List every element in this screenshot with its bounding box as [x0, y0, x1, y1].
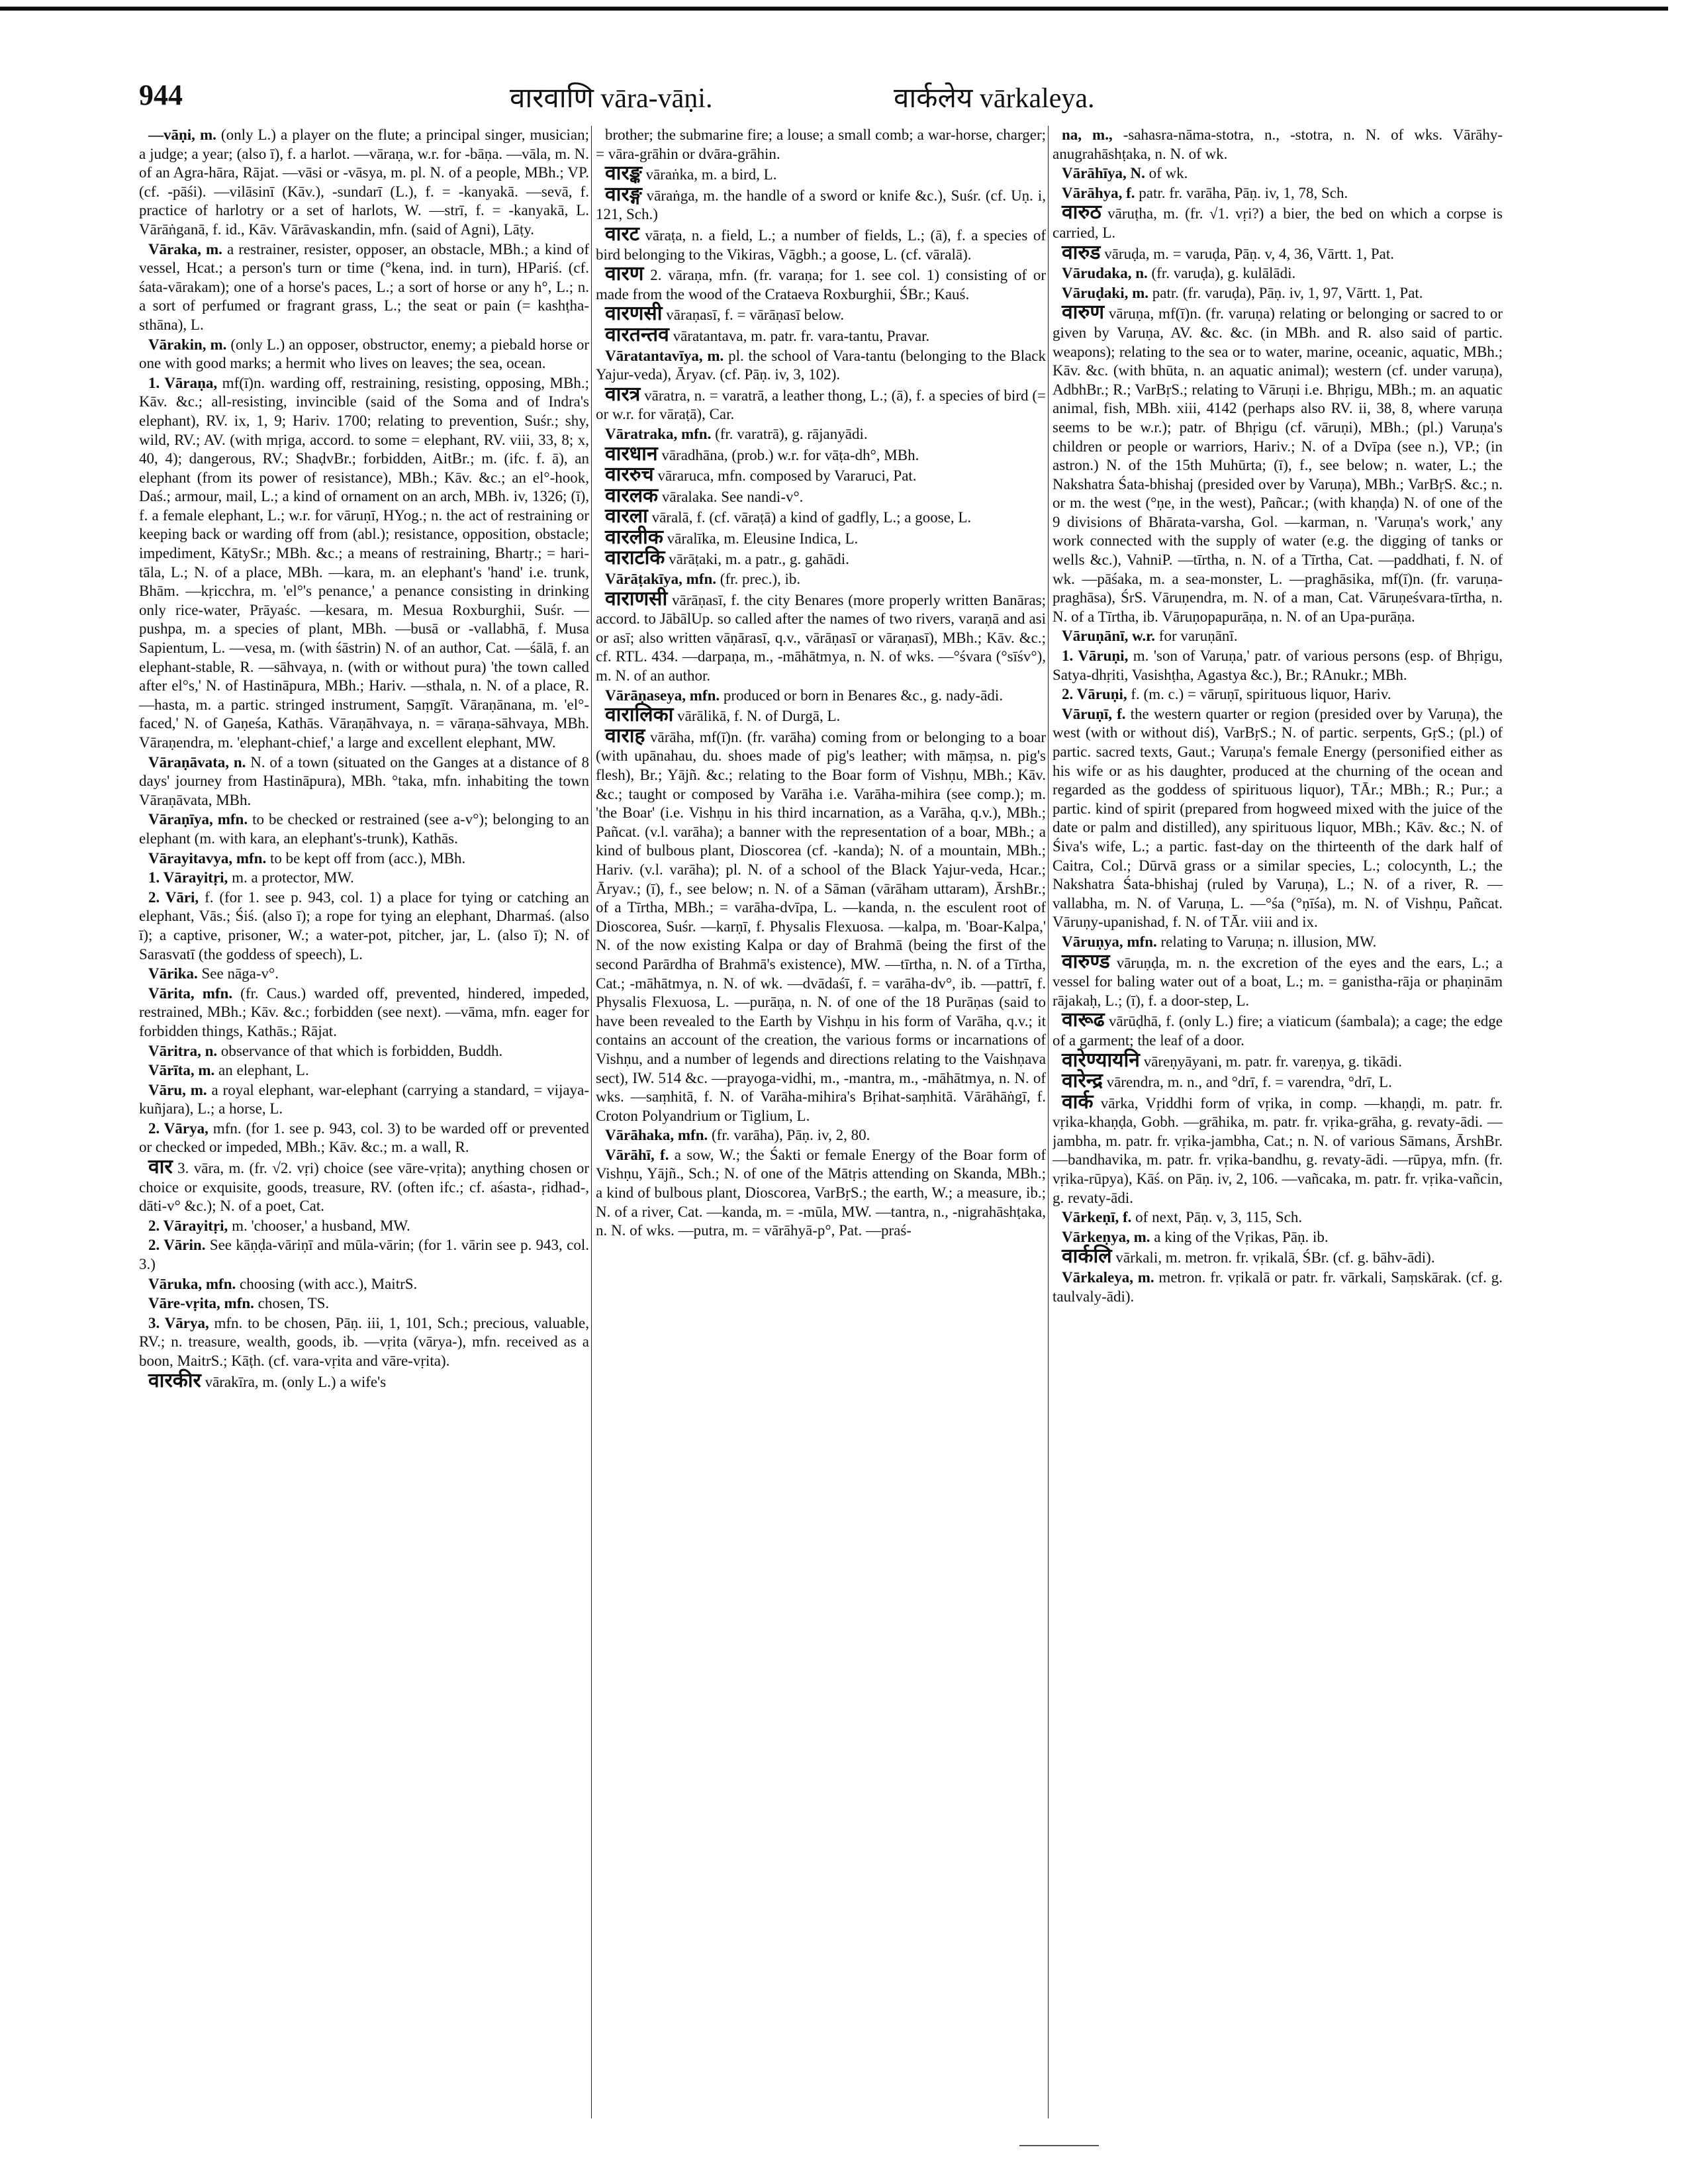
dictionary-entry: वारलक vāralaka. See nandi-v°. — [605, 484, 804, 506]
dictionary-entry: वारधान vāradhāna, (prob.) w.r. for vāṭa-dh°, MBh. — [605, 442, 919, 465]
dictionary-entry: 1. Vārayitṛi, m. a protector, MW. — [148, 869, 354, 886]
dictionary-entry: Vārāṇaseya, mfn. produced or born in Benares &c., g. nady-ādi. — [605, 687, 1004, 704]
dictionary-entry: —vāṇi, m. (only L.) a player on the flute; a principal singer, musician; a judge; a year; (also ī), f. a harlot. —vāraṇa, w.r. for -bāṇa. —vāla, m. N. of an Agra-hāra, Rājat. —vāsi or -vāsya, m. pl. N. of a people, MBh.; VP. (cf. -pāśi). —vilāsinī (Kāv.), -sundarī (L.), f. = -kanyakā. —sevā, f. practice of harlotry or a set of harlots, W. —strī, f. = -kanyakā, L. Vārāṅganā, f. id., Kāv. Vārāvaskandin, mfn. (said of Agni), Lāṭy. — [139, 126, 589, 238]
dictionary-entry: 1. Vāraṇa, mf(ī)n. warding off, restraining, resisting, opposing, MBh.; Kāv. &c.; all-resisting, invincible (said of the Soma and of Indra's elephant), RV. ix, 1, 9; Hariv. 1700; relating to prevention, Suśr.; shy, wild, RV.; AV. (with mṛiga, accord. to some = elephant, RV. viii, 33, 8; x, 40, 4); dangerous, RV.; ShaḍvBr.; forbidden, AitBr.; m. (ifc. f. ā), an elephant (from its power of resistance), MBh.; Kāv. &c.; an el°-hook, Daś.; armour, mail, L.; a kind of ornament on an arch, MBh. iv, 1326; (ī), f. a female elephant, L.; w.r. for vāruṇī, HYog.; n. the act of restraining or keeping back or warding off from (abl.); resistance, opposition, obstacle; impediment, KātySr.; MBh. &c.; a means of restraining, Bhartṛ.; = hari-tāla, L.; N. of a place, MBh. —kara, m. an elephant's 'hand' i.e. trunk, Bhām. —kṛicchra, m. 'el°'s penance,' a penance consisting in drinking only rice-water, Prāyaśc. —kesara, m. Mesua Roxburghii, Suśr. —pushpa, m. a species of plant, MBh. —busā or -vallabhā, f. Musa Sapientum, L. —vesa, m. (with śāstrin) N. of an author, Cat. —śālā, f. an elephant-stable, R. —sāhvaya, n. (with or without pura) 'the town called after el°s,' N. of Hastināpura, MBh.; Hariv. —sthala, n. N. of a place, R. —hasta, m. a partic. stringed instrument, Saṃgīt. Vāraṇānana, m. 'el°-faced,' N. of Gaṇeśa, Kathās. Vāraṇāhvaya, n. = vāraṇa-sāhvaya, MBh. Vāraṇendra, m. 'elephant-chief,' a large and excellent elephant, MW. — [139, 374, 589, 751]
top-border — [0, 7, 1668, 11]
dictionary-entry: Vārika. See nāga-v°. — [148, 965, 279, 982]
dictionary-entry: Vāruṇya, mfn. relating to Varuṇa; n. illusion, MW. — [1062, 933, 1377, 950]
dictionary-entry: Vārāhaka, mfn. (fr. varāha), Pāṇ. iv, 2, 80. — [605, 1127, 870, 1144]
page-number: 944 — [139, 79, 183, 111]
right-guide-word: वार्कलेय vārkaleya. — [894, 83, 1095, 114]
dictionary-entry: Vāritra, n. observance of that which is forbidden, Buddh. — [148, 1042, 503, 1059]
dictionary-entry: वाराणसी vārāṇasī, f. the city Benares (more properly written Banāras; accord. to JābālUp. so called after the names of two rivers, varaṇā and asi or asī; also written vāṇārasī, q.v., vārāṇasī or vāraṇasī), MBh.; Kāv. &c.; cf. RTL. 434. —darpaṇa, m., -māhātmya, n. N. of wks. —°śvara (°sīśv°), m. N. of an author. — [596, 587, 1046, 685]
dictionary-entry: वारला vāralā, f. (cf. vāraṭā) a kind of gadfly, L.; a goose, L. — [605, 505, 972, 528]
dictionary-entry: Vārāṭakīya, mfn. (fr. prec.), ib. — [605, 571, 801, 588]
dictionary-entry: 2. Vāri, f. (for 1. see p. 943, col. 1) a place for tying or catching an elephant, Vās.; Śiś. (also ī); a rope for tying an elephant, Dharmaś. (also ī); a captive, prisoner, W.; a water-pot, pitcher, jar, L. (also ī); N. of Sarasvatī (the goddess of speech), L. — [139, 888, 589, 963]
dictionary-entry: Vārudaka, n. (fr. varuḍa), g. kulālādi. — [1062, 265, 1296, 282]
dictionary-entry: brother; the submarine fire; a louse; a small comb; a war-horse, charger; = vāra-grāhin or dvāra-grāhin. — [596, 126, 1046, 162]
dictionary-entry: वार्कलि vārkali, m. metron. fr. vṛikalā, ŚBr. (cf. g. bāhv-ādi). — [1062, 1245, 1435, 1268]
dictionary-entry: वाराह vārāha, mf(ī)n. (fr. varāha) coming from or belonging to a boar (with upānahau, du. shoes made of pig's leather; with māṃsa, n. pig's flesh), Br.; Yājñ. &c.; relating to the Boar form of Vishṇu, MBh.; Kāv. &c.; taught or composed by Varāha i.e. Varāha-mihira (see comp.); m. 'the Boar' (i.e. Vishṇu in his third incarnation, as a Varāha, q.v.), MBh.; Pañcat. (v.l. varāha); a banner with the representation of a boar, MBh.; a kind of bulbous plant, Dioscorea (cf. -kanda); N. of a mountain, MBh.; Hariv. (v.l. varāha); pl. N. of a school of the Black Yajur-veda, Hcar.; Āryav.; (ī), f., see below; n. N. of a Sāman (vārāham uttaram), ĀrshBr.; of a Tīrtha, MBh.; = varāha-dvīpa, L. —kanda, n. the esculent root of Dioscorea, Suśr. —karṇī, f. Physalis Flexuosa. —kalpa, m. 'Boar-Kalpa,' N. of the now existing Kalpa or day of Brahmā (being the first of the second Parārdha of Brahmā's existence), MW. —tīrtha, n. N. of a Tīrtha, Cat.; -māhātmya, n. N. of wk. —dvādaśī, f. = varāha-dv°, ib. —pattrī, f. Physalis Flexuosa, L. —purāṇa, n. N. of one of the 18 Purāṇas (said to have been revealed to the Earth by Vishṇu in his form of Varāha, q.v.; it contains an account of the creation, the various forms or incarnations of Vishṇu, and a number of legends and directions relating to the Vaishṇava sect), IW. 514 &c. —prayoga-vidhi, m., -mantra, m., -māhātmya, n. N. of wks. —saṃhitā, f. N. of Varāha-mihira's Bṛihat-saṃhitā. Vārāhāṅgī, f. Croton Polyandrium or Tiglium, L. — [596, 724, 1046, 1124]
dictionary-entry: वारकीर vārakīra, m. (only L.) a wife's — [148, 1369, 387, 1392]
column-divider — [591, 126, 592, 2118]
dictionary-entry: Vāre-vṛita, mfn. chosen, TS. — [148, 1295, 330, 1312]
dictionary-entry: वार 3. vāra, m. (fr. √2. vṛi) choice (see vāre-vṛita); anything chosen or choice or exquisite, goods, treasure, RV. (often ifc.; cf. aśasta-, ṛidhad-, dāti-v° &c.); N. of a poet, Cat. — [139, 1156, 589, 1215]
column-2 — [596, 126, 1046, 2118]
dictionary-entry: Vārkeṇī, f. of next, Pāṇ. v, 3, 115, Sch. — [1062, 1209, 1303, 1226]
dictionary-entry: 2. Vārya, mfn. (for 1. see p. 943, col. 3) to be warded off or prevented or checked or impeded, MBh.; Kāv. &c.; m. a wall, R. — [139, 1119, 589, 1156]
column-1 — [139, 126, 589, 2118]
dictionary-entry: Vāraka, m. a restrainer, resister, opposer, an obstacle, MBh.; a kind of vessel, Hcat.; a person's turn or time (°kena, ind. in turn), HPariś. (cf. śata-vārakam); one of a horse's paces, L.; a sort of horse or any h°, L.; n. a sort of perfumed or fragrant grass, L.; the seat or pain (= kashṭha-sthāna), L. — [139, 240, 589, 333]
dictionary-entry: Vāraṇīya, mfn. to be checked or restrained (see a-v°); belonging to an elephant (m. with kara, an elephant's-trunk), Kathās. — [139, 811, 589, 847]
dictionary-entry: वार्क vārka, Vṛiddhi form of vṛika, in comp. —khaṇḍi, m. patr. fr. vṛika-khaṇḍa, Gobh. —grāhika, m. patr. fr. vṛika-grāha, g. revaty-ādi. —jambha, m. patr. fr. vṛika-jambha, Cat.; n. N. of various Sāmans, ĀrshBr. —bandhavika, m. patr. fr. vṛika-bandhu, g. revaty-ādi. —rūpya, mfn. (fr. vṛika-rūpya), Kāś. on Pāṇ. iv, 2, 106. —vañcaka, m. patr. fr. vṛika-vañcin, g. revaty-ādi. — [1053, 1090, 1503, 1206]
page-header — [139, 78, 1542, 118]
dictionary-entry: Vāratantavīya, m. pl. the school of Vara-tantu (belonging to the Black Yajur-veda), Āryav. (cf. Pāṇ. iv, 3, 102). — [596, 347, 1046, 383]
dictionary-entry: Vārāhīya, N. of wk. — [1062, 165, 1188, 182]
dictionary-entry: Vāru, m. a royal elephant, war-elephant (carrying a standard, = vijaya-kuñjara), L.; a horse, L. — [139, 1081, 589, 1117]
dictionary-entry: वारुठ vāruṭha, m. (fr. √1. vṛi?) a bier, the bed on which a corpse is carried, L. — [1053, 201, 1503, 241]
dictionary-entry: Vārāhī, f. a sow, W.; the Śakti or female Energy of the Boar form of Vishṇu, Yājñ., Sch.; N. of one of the Mātṛis attending on Skanda, MBh.; a kind of bulbous plant, Dioscorea, VarBṛS.; the earth, W.; a measure, ib.; N. of a river, Cat. —kanda, m. = -mūla, MW. —tantra, n., -nigrahāshṭaka, n. N. of wks. —putra, m. = vārāhyā-p°, Pat. —praś- — [596, 1146, 1046, 1239]
dictionary-entry: वारूढ vārūḍhā, f. (only L.) fire; a viaticum (śambala); a cage; the edge of a garment; the leaf of a door. — [1053, 1009, 1503, 1049]
dictionary-entry: 3. Vārya, mfn. to be chosen, Pāṇ. iii, 1, 101, Sch.; precious, valuable, RV.; n. treasure, wealth, goods, ib. —vṛita (vārya-), mfn. received as a boon, MaitrS.; Kāṭh. (cf. vara-vṛita and vāre-vṛita). — [139, 1314, 589, 1369]
dictionary-entry: Vārīta, m. an elephant, L. — [148, 1062, 309, 1079]
dictionary-entry: वारणसी vāraṇasī, f. = vārāṇasī below. — [605, 303, 845, 325]
dictionary-entry: वारेण्यायनि vāreṇyāyani, m. patr. fr. vareṇya, g. tikādi. — [1062, 1049, 1402, 1071]
dictionary-entry: वारङ्ग vāraṅga, m. the handle of a sword or knife &c.), Suśr. (cf. Uṇ. i, 121, Sch.) — [596, 183, 1046, 223]
column-divider — [1048, 126, 1049, 2118]
dictionary-entry: 2. Vārin. See kāṇḍa-vāriṇī and mūla-vārin; (for 1. vārin see p. 943, col. 3.) — [139, 1237, 589, 1273]
dictionary-entry: 2. Vāruṇi, f. (m. c.) = vāruṇī, spirituous liquor, Hariv. — [1062, 686, 1391, 703]
footer-rule — [1019, 2145, 1099, 2149]
dictionary-entry: वारेन्द्र vārendra, m. n., and °drī, f. = varendra, °drī, L. — [1062, 1070, 1392, 1092]
dictionary-entry: Vāraṇāvata, n. N. of a town (situated on the Ganges at a distance of 8 days' journey from Hastināpura), MBh. °taka, mfn. inhabiting the town Vāraṇāvata, MBh. — [139, 753, 589, 808]
dictionary-entry: वारङ्क vāraṅka, m. a bird, L. — [605, 162, 777, 185]
dictionary-entry: वारुण vāruṇa, mf(ī)n. (fr. varuṇa) relating or belonging or sacred to or given by Varuṇa, AV. &c. &c. (in MBh. and R. also said of partic. weapons); relating to the sea or to water, marine, oceanic, aquatic, MBh.; Kāv. &c. (with bhūta, n. an aquatic animal); western (cf. under varuṇa), AdbhBr.; R.; VarBṛS.; relating to Vāruṇi i.e. Bhṛigu, MBh.; m. an aquatic animal, fish, MBh. xiii, 4142 (perhaps also RV. ii, 38, 8, where varuṇa seems to be w.r.); patr. of Bhṛigu (cf. vāruṇi), MBh.; (pl.) Varuṇa's children or people or warriors, Hariv.; N. of a Dvīpa (see n.), VP.; (in astron.) N. of the 15th Muhūrta; (ī), f., see below; n. water, L.; the Nakshatra Śata-bhishaj (presided over by Varuṇa), MBh.; VarBṛS. &c.; n. or m. the west (°ṇe, in the west), Pañcar.; (with khaṇḍa) N. of one of the 9 divisions of Bhārata-varsha, Gol. —karman, n. 'Varuṇa's work,' any work connected with the supply of water (e.g. the digging of tanks or wells &c.), VahniP. —tīrtha, n. N. of a Tīrtha, Cat. —paddhati, f. N. of wk. —pāśaka, m. a sea-monster, L. —praghāsika, mf(ī)n. (fr. varuṇa-praghāsa), ŚrS. Vāruṇendra, m. N. of a man, Cat. Vāruṇeśvara-tīrtha, n. N. of a Tīrtha, ib. Vāruṇopapurāṇa, n. N. of an Upa-purāṇa. — [1053, 301, 1503, 625]
dictionary-entry: 2. Vārayitṛi, m. 'chooser,' a husband, MW. — [148, 1217, 410, 1234]
dictionary-entry: Vāruḍaki, m. patr. (fr. varuḍa), Pāṇ. iv, 1, 97, Vārtt. 1, Pat. — [1062, 284, 1423, 301]
dictionary-entry: Vāruṇī, f. the western quarter or region (presided over by Varuṇa), the west (with or without diś), VarBṛS.; N. of partic. serpents, GṛS.; (pl.) of partic. sacred texts, Gaut.; Varuṇa's female Energy (personified either as his wife or as his daughter, produced at the churning of the ocean and regarded as the goddess of spirituous liquor), TĀr.; MBh.; R.; Pur.; a partic. kind of spirit (prepared from hogweed mixed with the juice of the date or palm and distilled), any spirituous liquor, MBh.; Kāv. &c.; N. of Śiva's wife, L.; a partic. fast-day on the thirteenth of the dark half of Caitra, Col.; Dūrvā grass or a similar species, L.; colocynth, L.; the Nakshatra Śata-bhishaj (ruled by Varuṇa), L.; N. of a river, R. —vallabha, m. N. of Varuṇa, L. —°śa (°ṇīśa), m. N. of Vishṇu, Pañcat. Vāruṇy-upanishad, f. N. of TĀr. viii and ix. — [1053, 705, 1503, 931]
dictionary-entry: वारुण्ड vāruṇḍa, m. n. the excretion of the eyes and the ears, L.; a vessel for baling water out of a boat, L.; m. = ganistha-rāja or phaṇinām rājakaḥ, L.; (ī), f. a door-step, L. — [1053, 950, 1503, 1009]
dictionary-entry: Vārakin, m. (only L.) an opposer, obstructor, enemy; a piebald horse or one with good marks; a hermit who lives on leaves; the sea, ocean. — [139, 336, 589, 372]
dictionary-entry: वाररुच vāraruca, mfn. composed by Vararuci, Pat. — [605, 463, 917, 486]
dictionary-entry: वारट vāraṭa, n. a field, L.; a number of fields, L.; (ā), f. a species of bird belonging to the Vikiras, Vāgbh.; a goose, L. (cf. vāralā). — [596, 222, 1046, 263]
left-guide-word: वारवाणि vāra-vāṇi. — [510, 83, 713, 114]
dictionary-entry: Vārayitavya, mfn. to be kept off from (acc.), MBh. — [148, 849, 466, 867]
dictionary-entry: Vāruka, mfn. choosing (with acc.), MaitrS. — [148, 1275, 418, 1292]
dictionary-entry: 1. Vāruṇi, m. 'son of Varuṇa,' patr. of various persons (esp. of Bhṛigu, Satya-dhṛiti, Vasishṭha, Agastya &c.), Br.; RAnukr.; MBh. — [1053, 647, 1503, 683]
dictionary-entry: वारतन्तव vāratantava, m. patr. fr. vara-tantu, Pravar. — [605, 323, 930, 346]
dictionary-entry: वारुड vāruḍa, m. = varuḍa, Pāṇ. v, 4, 36, Vārtt. 1, Pat. — [1062, 241, 1394, 263]
dictionary-entry: Vārkeṇya, m. a king of the Vṛikas, Pāṇ. ib. — [1062, 1228, 1329, 1245]
dictionary-entry: वारण 2. vāraṇa, mfn. (fr. varaṇa; for 1. see col. 1) consisting of or made from the wood of the Crataeva Roxburghii, ŚBr.; Kauś. — [596, 263, 1046, 303]
dictionary-entry: Vārkaleya, m. metron. fr. vṛikalā or patr. fr. vārkali, Saṃskārak. (cf. g. taulvaly-ādi). — [1053, 1269, 1503, 1305]
dictionary-entry: Vāruṇānī, w.r. for varuṇānī. — [1062, 628, 1238, 645]
dictionary-entry: वारलीक vāralīka, m. Eleusine Indica, L. — [605, 526, 859, 548]
dictionary-entry: वारालिका vārālikā, f. N. of Durgā, L. — [605, 704, 841, 726]
dictionary-entry: Vārāhya, f. patr. fr. varāha, Pāṇ. iv, 1, 78, Sch. — [1062, 184, 1348, 201]
dictionary-entry: वाराटकि vārāṭaki, m. a patr., g. gahādi. — [605, 547, 849, 569]
dictionary-entry: Vāratraka, mfn. (fr. varatrā), g. rājanyādi. — [605, 425, 868, 442]
dictionary-entry: Vārita, mfn. (fr. Caus.) warded off, prevented, hindered, impeded, restrained, MBh.; Kāv. &c.; forbidden (see next). —vāma, mfn. eager for forbidden things, Kathās.; Rājat. — [139, 984, 589, 1039]
column-3 — [1053, 126, 1503, 2118]
dictionary-entry: वारत्र vāratra, n. = varatrā, a leather thong, L.; (ā), f. a species of bird (= or w.r. for vāraṭā), Car. — [596, 383, 1046, 423]
dictionary-entry: na, m., -sahasra-nāma-stotra, n., -stotra, n. N. of wks. Vārāhy-anugrahāshṭaka, n. N. of wk. — [1053, 126, 1503, 162]
